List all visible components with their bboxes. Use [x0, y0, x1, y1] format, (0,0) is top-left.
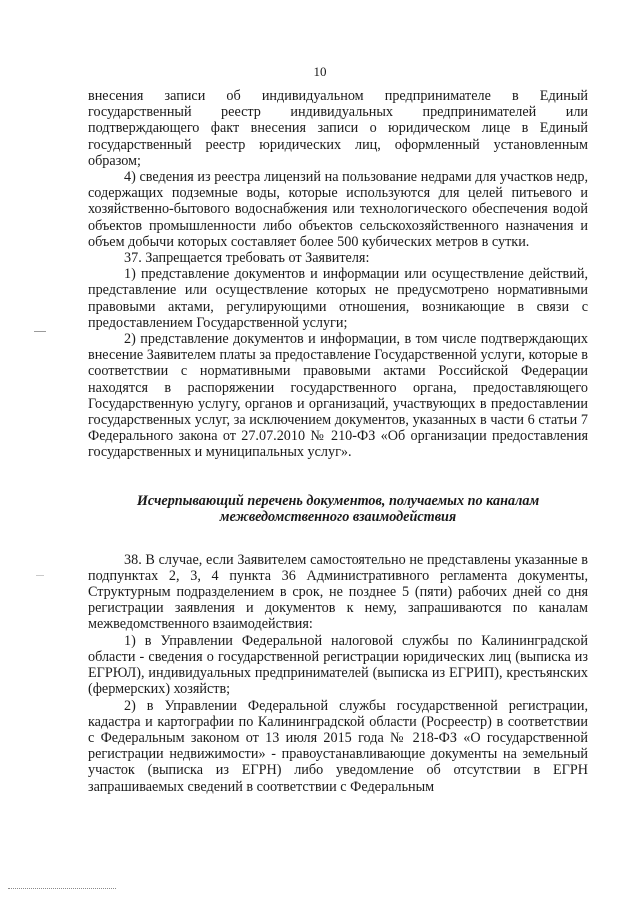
section-heading: Исчерпывающий перечень документов, получаемых по каналам межведомственного взаимодействия	[136, 492, 540, 526]
scan-margin-mark	[34, 331, 46, 332]
paragraph-37-item-2: 2) представление документов и информации, в том числе подтверждающих внесение Заявителем платы за предоставление Государственной услуги, которые в соответствии с нормативными правовыми актами Российской Федерации находятся в распоряжении государственного органа, предоставляющего Государственную услугу, органов и организаций, участвующих в предоставлении государственных услуг, за исключением документов, указанных в части 6 статьи 7 Федерального закона от 27.07.2010 № 210-ФЗ «Об организации предоставления государственных и муниципальных услуг».	[88, 331, 588, 461]
paragraph-38-item-1: 1) в Управлении Федеральной налоговой службы по Калининградской области - сведения о государственной регистрации юридических лиц (выписка из ЕГРЮЛ), индивидуальных предпринимателей (выписка из ЕГРИП), крестьянских (фермерских) хозяйств;	[88, 632, 588, 698]
scan-margin-mark-2	[36, 575, 44, 576]
document-body	[88, 88, 588, 795]
paragraph-38-item-2: 2) в Управлении Федеральной службы государственной регистрации, кадастра и картографии по Калининградской области (Росреестр) в соответствии с Федеральным законом от 13 июля 2015 года № 218-ФЗ «О государственной регистрации недвижимости» - правоустанавливающие документы на земельный участок (выписка из ЕГРН) либо уведомление об отсутствии в ЕГРН запрашиваемых сведений в соответствии с Федеральным	[88, 697, 588, 795]
paragraph-37: 37. Запрещается требовать от Заявителя:	[124, 250, 370, 267]
scan-footer-dots	[8, 888, 116, 890]
paragraph-37-item-1: 1) представление документов и информации или осуществление действий, представление или осуществление которых не предусмотрено нормативными правовыми актами, регулирующими отношения, возникающие в связи с предоставлением Государственной услуги;	[88, 266, 588, 331]
page-number: 10	[313, 64, 327, 79]
paragraph-continuation: внесения записи об индивидуальном предпринимателе в Единый государственный реестр индивидуальных предпринимателей или подтверждающего факт внесения записи о юридическом лице в Единый государственный реестр юридических лиц, оформленный установленным образом;	[88, 88, 588, 169]
paragraph-38: 38. В случае, если Заявителем самостоятельно не представлены указанные в подпунктах 2, 3, 4 пункта 36 Административного регламента документы, Структурным подразделением в срок, не позднее 5 (пяти) рабочих дней со дня регистрации заявления и документов к нему, запрашиваются по каналам межведомственного взаимодействия:	[88, 551, 588, 633]
paragraph-item-4: 4) сведения из реестра лицензий на пользование недрами для участков недр, содержащих подземные воды, которые используются для целей питьевого и хозяйственно-бытового водоснабжения или технологического обеспечения водой объектов промышленности либо объектов сельскохозяйственного назначения и объем добычи которых составляет более 500 кубических метров в сутки.	[88, 169, 588, 250]
